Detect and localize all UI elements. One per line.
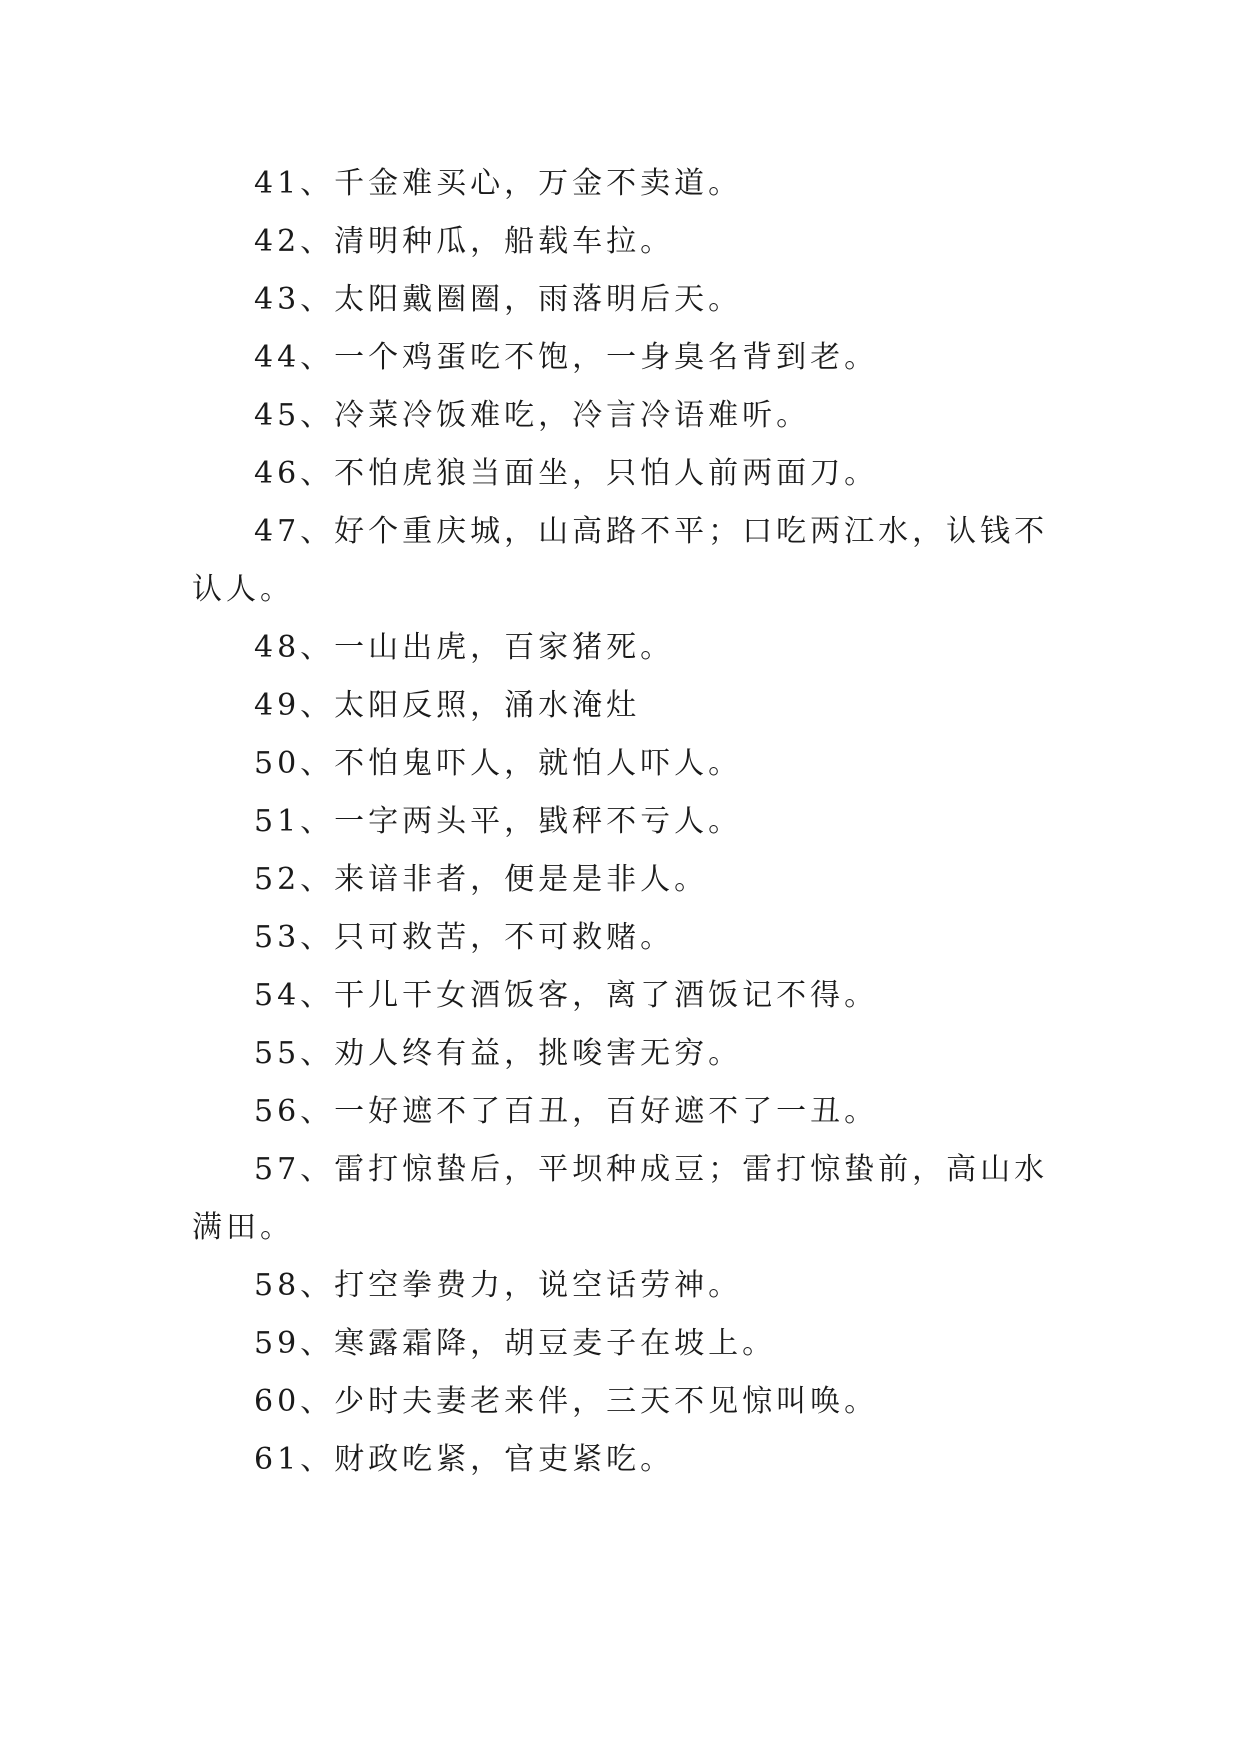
proverb-item: 49、太阳反照，涌水淹灶 [254,688,641,723]
proverb-item: 53、只可救苦，不可救赌。 [254,920,675,955]
proverb-item: 57、雷打惊蛰后，平坝种成豆；雷打惊蛰前，高山水满田。 [192,1152,1049,1245]
proverb-item: 44、一个鸡蛋吃不饱，一身臭名背到老。 [254,340,879,375]
proverb-item: 60、少时夫妻老来伴，三天不见惊叫唤。 [254,1384,879,1419]
proverb-item: 43、太阳戴圈圈，雨落明后天。 [254,282,743,317]
proverb-item: 48、一山出虎，百家猪死。 [254,630,675,665]
proverb-item: 56、一好遮不了百丑，百好遮不了一丑。 [254,1094,879,1129]
proverb-item: 46、不怕虎狼当面坐，只怕人前两面刀。 [254,456,879,491]
proverb-item: 59、寒露霜降，胡豆麦子在坡上。 [254,1326,777,1361]
proverb-item: 61、财政吃紧，官吏紧吃。 [254,1442,675,1477]
proverb-item: 45、冷菜冷饭难吃，冷言冷语难听。 [254,398,811,433]
proverb-item: 51、一字两头平，戥秤不亏人。 [254,804,743,839]
proverb-item: 47、好个重庆城，山高路不平；口吃两江水，认钱不认人。 [192,514,1049,607]
proverb-item: 52、来谙非者，便是是非人。 [254,862,709,897]
proverb-item: 55、劝人终有益，挑唆害无穷。 [254,1036,743,1071]
proverb-item: 42、清明种瓜，船载车拉。 [254,224,675,259]
proverb-item: 58、打空拳费力，说空话劳神。 [254,1268,743,1303]
proverb-item: 41、千金难买心，万金不卖道。 [254,166,743,201]
proverb-list [192,155,1054,1489]
proverb-item: 54、干儿干女酒饭客，离了酒饭记不得。 [254,978,879,1013]
proverb-item: 50、不怕鬼吓人，就怕人吓人。 [254,746,743,781]
